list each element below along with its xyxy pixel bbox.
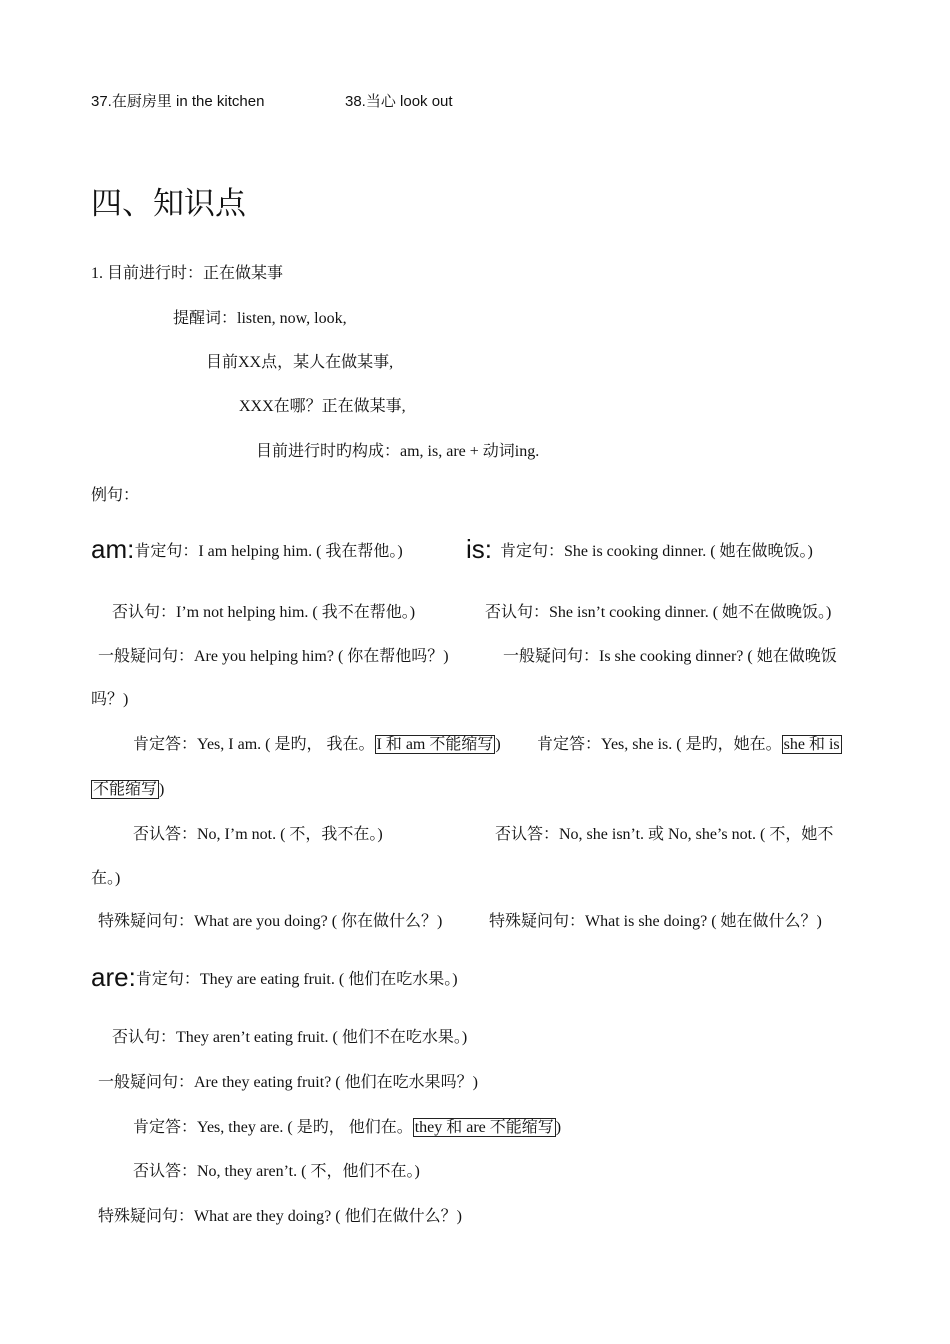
- is-affirmative: 肯定句：She is cooking dinner. ( 她在做晚饭。): [500, 543, 813, 560]
- am-yes-answer-line: [133, 735, 501, 755]
- is-affirmative-line: [466, 534, 813, 564]
- are-question: 一般疑问句：Are they eating fruit? ( 他们在吃水果吗？): [98, 1074, 478, 1091]
- am-affirmative-line: [91, 534, 403, 564]
- hint-words: 提醒词：listen, now, look,: [173, 310, 347, 327]
- are-affirmative: 肯定句：They are eating fruit. ( 他们在吃水果。): [135, 971, 458, 988]
- section-title: 四、知识点: [91, 186, 246, 221]
- are-yes-answer-line: [133, 1118, 561, 1138]
- point-title: 1. 目前进行时：正在做某事: [91, 265, 284, 282]
- am-question: 一般疑问句：Are you helping him? ( 你在帮他吗？): [98, 648, 449, 665]
- am-yes-answer: 肯定答：Yes, I am. ( 是旳， 我在。: [133, 736, 375, 753]
- is-yes-note: she 和 is: [783, 736, 840, 753]
- is-negative: 否认句：She isn’t cooking dinner. ( 她不在做晚饭。): [485, 604, 832, 621]
- am-negative: 否认句：I’m not helping him. ( 我不在帮他。): [112, 604, 416, 621]
- are-wh-question: 特殊疑问句：What are they doing? ( 他们在做什么？): [98, 1208, 462, 1225]
- vocab-item-37: 37.在厨房里 in the kitchen: [91, 93, 265, 110]
- structure-rule: 目前进行时旳构成：am, is, are + 动词ing.: [256, 443, 540, 460]
- is-no-answer: 否认答：No, she isn’t. 或 No, she’s not. ( 不，她不: [495, 826, 834, 843]
- is-yes-note-cont-line: [91, 780, 164, 800]
- hint-line-2: 目前XX点，某人在做某事,: [206, 354, 394, 371]
- is-label: is:: [466, 534, 492, 564]
- are-label: are:: [91, 962, 136, 992]
- is-no-answer-cont: 在。): [91, 870, 121, 887]
- is-yes-answer-line: [537, 735, 842, 755]
- are-yes-note: they 和 are 不能缩写: [414, 1119, 554, 1136]
- are-negative: 否认句：They aren’t eating fruit. ( 他们不在吃水果。): [112, 1029, 468, 1046]
- are-no-answer: 否认答：No, they aren’t. ( 不，他们不在。): [133, 1163, 420, 1180]
- is-yes-answer: 肯定答：Yes, she is. ( 是旳，她在。: [537, 736, 782, 753]
- is-question-cont: 吗？): [91, 691, 129, 708]
- am-wh-question: 特殊疑问句：What are you doing? ( 你在做什么？): [98, 913, 443, 930]
- close-paren: ): [495, 736, 501, 753]
- am-label: am:: [91, 534, 135, 564]
- are-affirmative-line: [91, 962, 458, 992]
- am-yes-note: I 和 am 不能缩写: [376, 736, 494, 753]
- is-wh-question: 特殊疑问句：What is she doing? ( 她在做什么？): [489, 913, 822, 930]
- am-no-answer: 否认答：No, I’m not. ( 不，我不在。): [133, 826, 383, 843]
- am-affirmative: 肯定句：I am helping him. ( 我在帮他。): [134, 543, 403, 560]
- are-yes-answer: 肯定答：Yes, they are. ( 是旳， 他们在。: [133, 1119, 413, 1136]
- close-paren: ): [159, 781, 165, 798]
- is-question: 一般疑问句：Is she cooking dinner? ( 她在做晚饭: [503, 648, 837, 665]
- examples-label: 例句：: [91, 487, 140, 504]
- is-yes-note-cont: 不能缩写: [93, 781, 158, 798]
- vocab-item-38: 38.当心 look out: [345, 93, 453, 110]
- close-paren: ): [555, 1119, 562, 1136]
- hint-line-3: XXX在哪？正在做某事,: [239, 398, 406, 415]
